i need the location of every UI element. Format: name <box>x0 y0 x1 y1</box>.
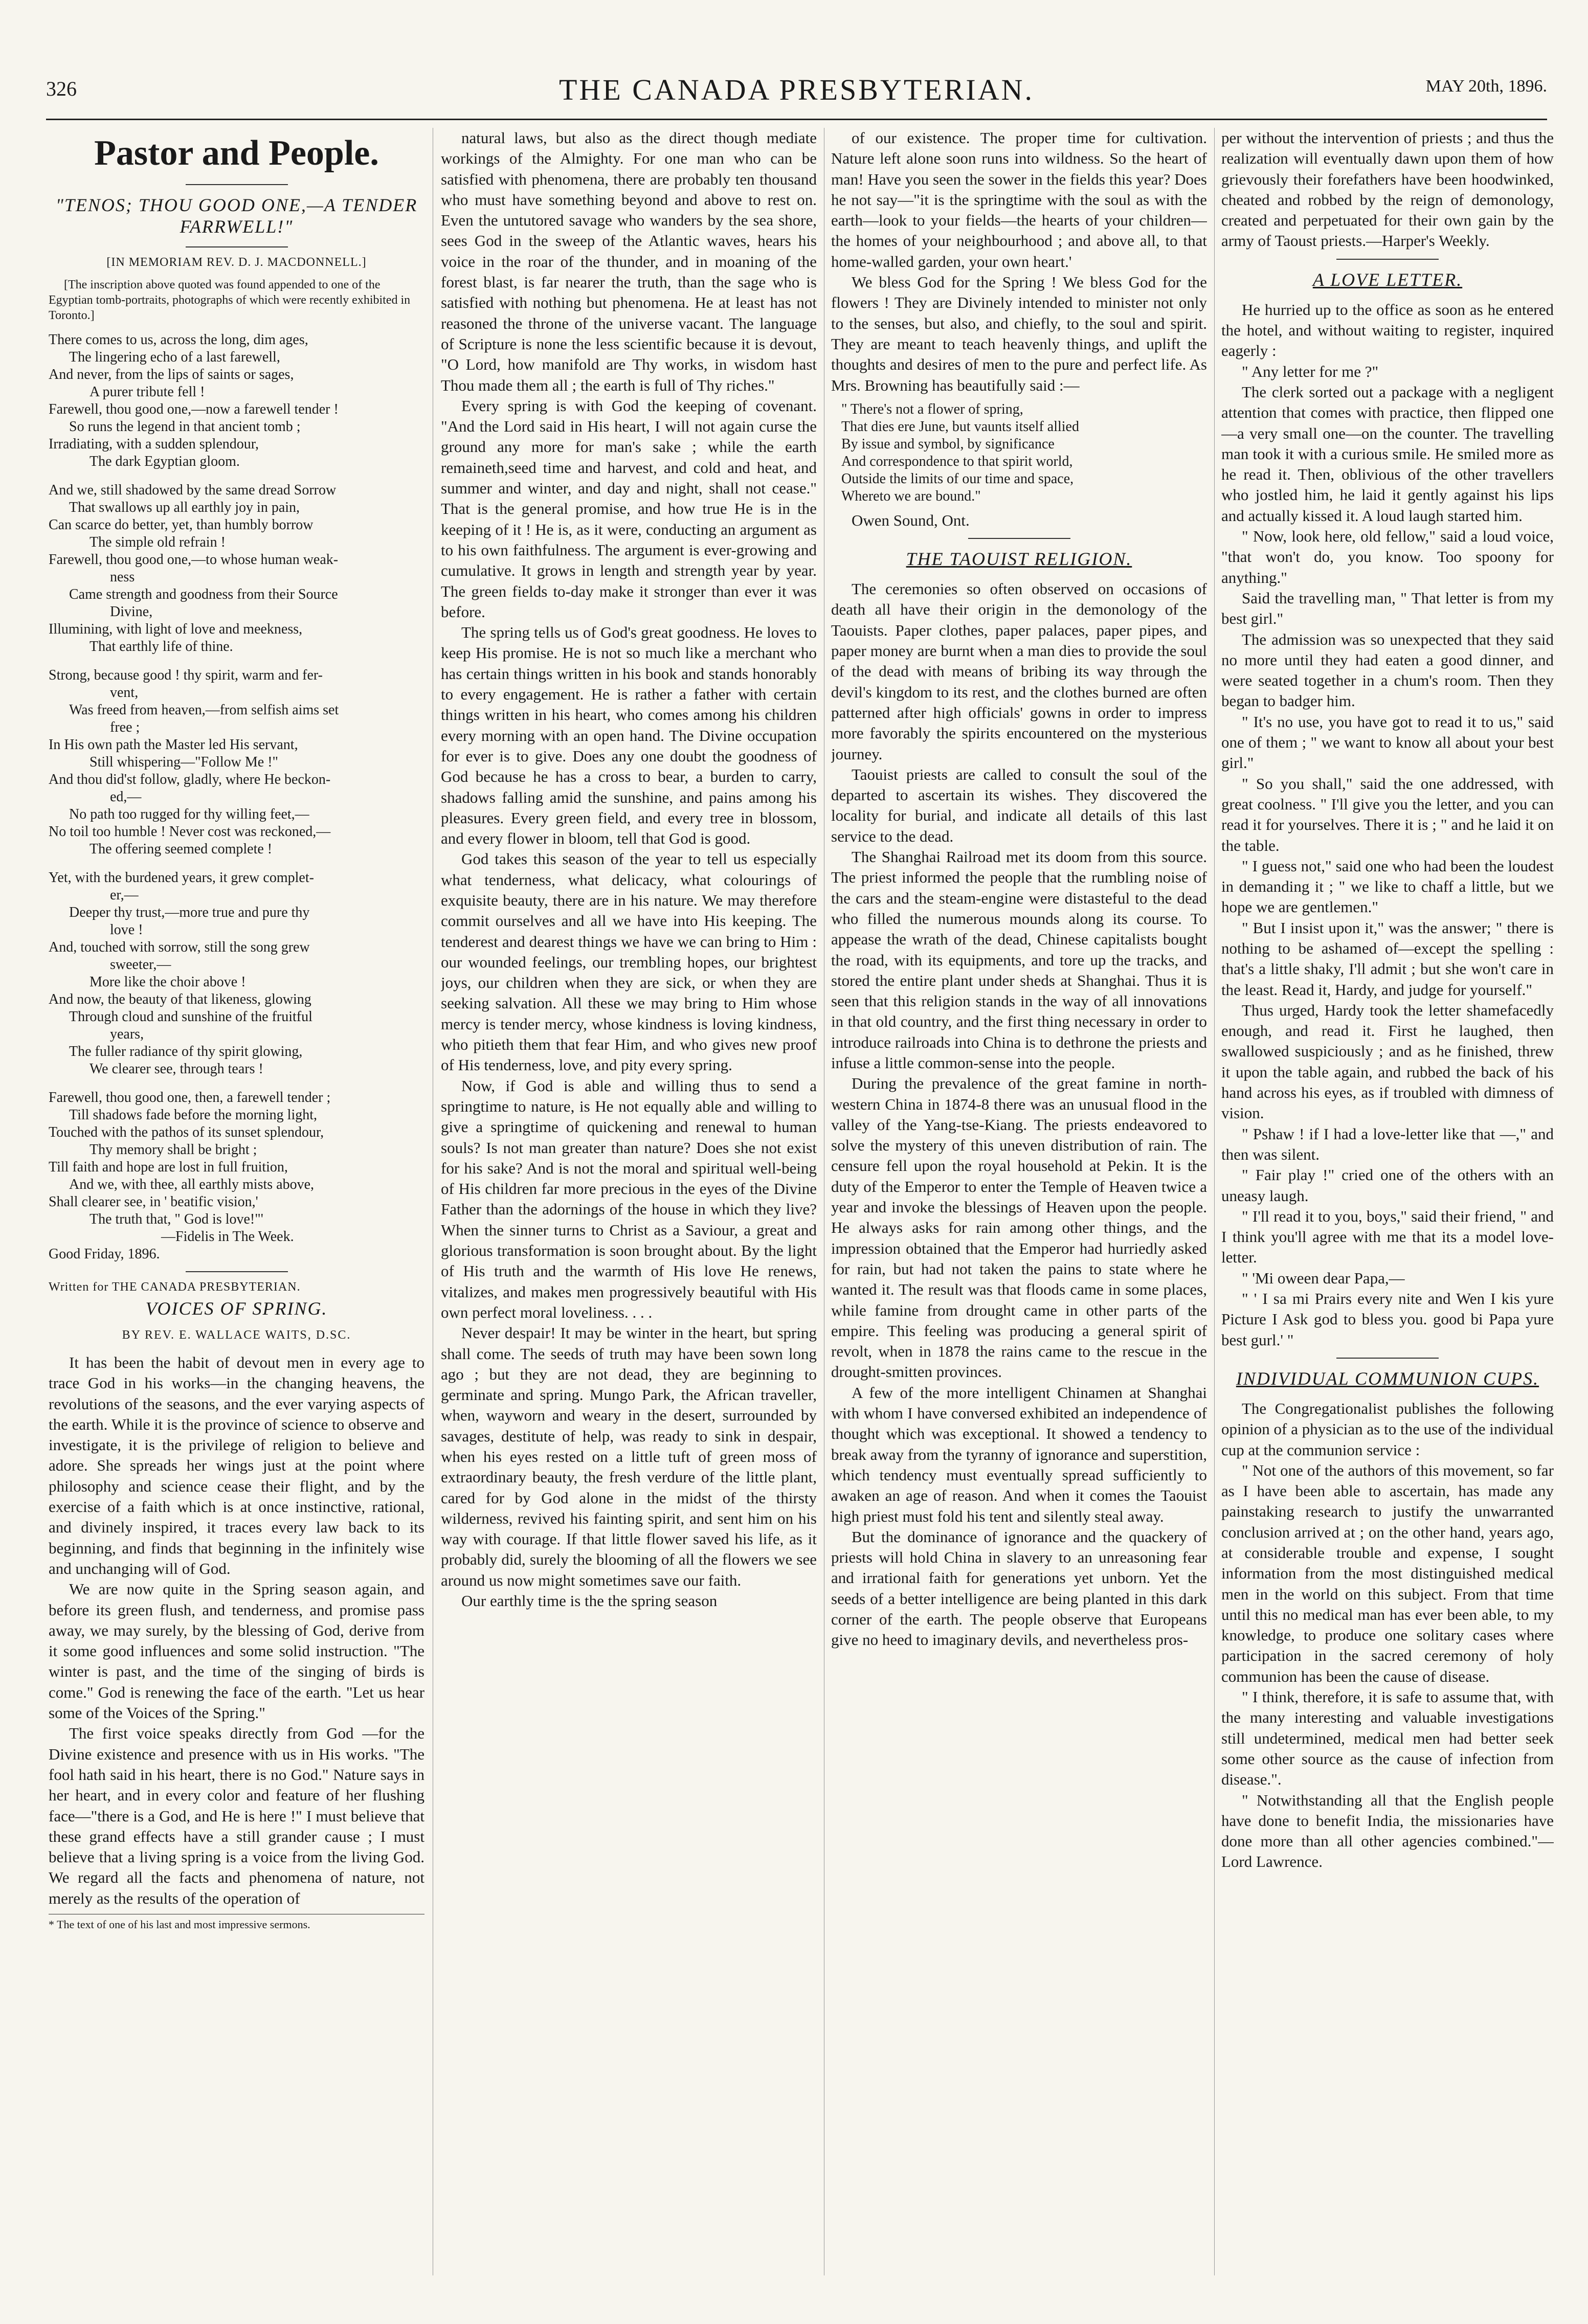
article-body <box>49 1352 424 1909</box>
poem-line: Came strength and goodness from their Source <box>69 586 338 602</box>
paragraph: " So you shall," said the one addressed, with great coolness. " I'll give you the letter, and you can read it for yourselves. There it is ; " and he laid it on the table. <box>1221 774 1554 854</box>
paragraph: " Any letter for me ?" <box>1242 362 1379 380</box>
paragraph: Thus urged, Hardy took the letter shamefacedly enough, and read it. First he laughed, then swallowed suspiciously ; and as he finished, threw it upon the table again, and rubbed the back of his hand across his eyes, as if troubled with dimness of vision. <box>1221 1001 1554 1122</box>
quote-line: Whereto we are bound." <box>841 488 981 504</box>
poem-line: Illumining, with light of love and meekness, <box>49 621 303 637</box>
poem-line: So runs the legend in that ancient tomb ; <box>69 419 301 435</box>
issue-date: MAY 20th, 1896. <box>1425 77 1547 96</box>
paragraph: Taouist priests are called to consult the soul of the departed to ascertain its wishes. They discovered the locality for burial, and indicate all details of this last service to the dead. <box>831 765 1207 845</box>
stanza-break <box>49 656 424 667</box>
divider <box>186 1271 288 1272</box>
poem-line: Farewell, thou good one,—to whose human weak- <box>49 552 339 568</box>
poem-line: That swallows up all earthly joy in pain, <box>69 500 300 515</box>
poem-line: love ! <box>110 922 143 938</box>
memoriam-note: [IN MEMORIAM REV. D. J. MACDONNELL.] <box>106 256 367 269</box>
paragraph: The Congregationalist publishes the following opinion of a physician as to the use of the individual cup at the communion service : <box>1221 1399 1554 1459</box>
poem-line: The offering seemed complete ! <box>90 841 273 857</box>
poem-title: "TENOS; THOU GOOD ONE,—A TENDER FARRWELL!" <box>55 195 418 237</box>
article-body <box>441 128 817 1611</box>
paragraph: Our earthly time is the the spring season <box>461 1592 718 1610</box>
poem-line: The truth that, " God is love!"' <box>90 1211 263 1227</box>
poem-line: No toil too humble ! Never cost was reckoned,— <box>49 824 331 840</box>
written-for-note: Written for THE CANADA PRESBYTERIAN. <box>49 1280 301 1294</box>
paragraph: " I'll read it to you, boys," said their friend, " and I think you'll agree with me that its a model love-letter. <box>1221 1207 1554 1267</box>
article-body <box>1221 1398 1554 1872</box>
article-title: A LOVE LETTER. <box>1312 269 1463 290</box>
article-title: THE TAOUIST RELIGION. <box>906 549 1132 570</box>
paragraph: " But I insist upon it," was the answer; " there is nothing to be ashamed of—except the spelling : that's a little shaky, I'll admit ; but she won't care in the least. Read it, Hardy, and judge for yourself." <box>1221 918 1554 999</box>
poem-line: Divine, <box>110 604 153 620</box>
paragraph: The Shanghai Railroad met its doom from this source. The priest informed the people that the rumbling noise of the cars and the steam-engine were distasteful to the dead who filled the numerous mounds along its course. To appease the wrath of the dead, Chinese capitalists bought the road, with its equipments, and tore up the tracks, and stored the entire plant under sheds at Shanghai. Thus it is seen that this religion stands in the way of all innovations in that old country, and the first thing necessary in order to introduce railroads into China is to dethrone the priests and infuse a little common-sense into the people. <box>831 848 1207 1072</box>
paragraph: " Now, look here, old fellow," said a loud voice, "that won't do, you know. Too spoony for anything." <box>1221 527 1554 586</box>
poem-line: ed,— <box>110 789 142 805</box>
poem-line: Yet, with the burdened years, it grew complet- <box>49 870 314 886</box>
stanza-break <box>49 470 424 482</box>
poem-line: Touched with the pathos of its sunset splendour, <box>49 1124 324 1140</box>
divider <box>1336 1358 1439 1359</box>
paragraph: " ' I sa mi Prairs every nite and Wen I kis yure Picture I Ask god to bless you. good bi Papa yure best gurl.' " <box>1221 1290 1554 1349</box>
poem-line: ness <box>110 569 135 585</box>
byline: BY REV. E. WALLACE WAITS, D.SC. <box>122 1328 351 1342</box>
article-continuation: per without the intervention of priests ; and thus the realization will eventually dawn upon them of how grievously their forefathers have been hoodwinked, cheated and robbed by the reign of demonology, created and perpetuated for their own gain by the army of Taoust priests.—Harper's Weekly. <box>1221 129 1554 250</box>
poem-line: There comes to us, across the long, dim ages, <box>49 332 308 348</box>
article-body <box>1221 300 1554 1350</box>
poem-line: Shall clearer see, in ' beatific vision,' <box>49 1194 258 1210</box>
poem-line: No path too rugged for thy willing feet,— <box>69 806 309 822</box>
poem-line: The lingering echo of a last farewell, <box>69 349 280 365</box>
paragraph: " 'Mi oween dear Papa,— <box>1242 1269 1405 1287</box>
page-number: 326 <box>46 77 77 100</box>
stanza-break <box>49 858 424 869</box>
paragraph: God takes this season of the year to tell us especially what tenderness, what delicacy, what colourings of exquisite beauty, there are in his nature. We may therefore commit ourselves and all we have into His keeping. The tenderest and dearest things we have we can bring to Him : our wounded feelings, our trembling hopes, our brightest joys, our children when they are sick, or when they are seeking salvation. All these we may bring to Him whose mercy is tender mercy, whose kindness is loving kindness, who pitieth them that fear Him, and who gives new proof of His tenderness, love, and pity every spring. <box>441 850 817 1074</box>
masthead-rule <box>46 119 1547 120</box>
poem-line: Irradiating, with a sudden splendour, <box>49 436 259 452</box>
paragraph: " Notwithstanding all that the English people have done to benefit India, the missionaries have done more than all other agencies combined."—Lord Lawrence. <box>1221 1791 1554 1871</box>
paragraph: Never despair! It may be winter in the heart, but spring shall come. The seeds of truth may have been sown long ago ; but they are not dead, they are beginning to germinate and spring. Mungo Park, the African traveller, when, wayworn and weary in the desert, surrounded by savages, destitute of help, was ready to sink in despair, when his eyes rested on a little tuft of green moss of extraordinary beauty, the fresh verdure of the little plant, cared for by God alone in the midst of the thirsty wilderness, revived his fainting spirit, and sent him on his way with courage. If that little flower saved his life, as it probably did, surely the blooming of all the flowers we see around us now might sometimes save our faith. <box>441 1324 817 1589</box>
poem-line: er,— <box>110 887 139 903</box>
poem-line: And, touched with sorrow, still the song grew <box>49 939 310 955</box>
poem-line: Till shadows fade before the morning light, <box>69 1107 318 1123</box>
article-body <box>831 128 1207 396</box>
section-heading: Pastor and People. <box>94 133 379 173</box>
article-title: VOICES OF SPRING. <box>145 1298 328 1319</box>
poem-line: The dark Egyptian gloom. <box>90 454 240 469</box>
paragraph: We are now quite in the Spring season again, and before its green flush, and tenderness, and promise pass away, we may surely, by the blessing of God, derive from it some good influences and some solid instruction. "The winter is past, and the time of the singing of birds is come." God is renewing the face of the earth. "Let us hear some of the Voices of the Spring." <box>49 1580 424 1722</box>
paragraph: The admission was so unexpected that they said no more until they had eaten a good dinner, and were seated together in a chum's room. Then they began to badger him. <box>1221 630 1554 710</box>
poem-line: Through cloud and sunshine of the fruitful <box>69 1009 312 1025</box>
paragraph: Now, if God is able and willing thus to send a springtime to nature, is He not equally able and willing to give a springtime of quickening and renewal to human souls? Is not man greater than nature? Does she not exist for his sake? And is not the moral and spiritual well-being of His children far more precious in the eyes of the Divine Father than the adornings of the house in which they live? When the sinner turns to Christ as a Saviour, a great and glorious transformation is soon brought about. By the light of His truth and the warmth of His love He renews, vitalizes, and makes men progressively beautiful with His own perfect moral loveliness. . . . <box>441 1076 817 1321</box>
paragraph: Every spring is with God the keeping of covenant. "And the Lord said in His heart, I will not again curse the ground any more for man's sake ; while the earth remaineth,seed time and harvest, and cold and heat, and summer and winter, and day and night, shall not cease." That is the general promise, and how true He is in the keeping of it ! He is, as it were, conducting an argument as to his own faithfulness. The argument is ever-growing and cumulative. It grows in length and strength year by year. The green fields to-day make it stronger than ever it was before. <box>441 396 817 621</box>
quote-line: Outside the limits of our time and space, <box>841 470 1074 487</box>
stanza-break <box>49 1078 424 1089</box>
poem-line: And we, still shadowed by the same dread Sorrow <box>49 482 337 498</box>
poem-line: Till faith and hope are lost in full fruition, <box>49 1159 288 1175</box>
paragraph: " I think, therefore, it is safe to assume that, with the many interesting and valuable investigations still undetermined, medical men had better seek some other source as the cause of infection from disease.". <box>1221 1688 1554 1789</box>
paragraph: The clerk sorted out a package with a negligent attention that comes with practice, then flipped one—a very small one—on the counter. The travelling man took it with a curious smile. He smiled more as he read it. Then, oblivious of the other travellers who jostled him, he laid it gently against his lips and actually kissed it. A loud laugh started him. <box>1221 382 1554 525</box>
poem-line: That earthly life of thine. <box>90 639 233 655</box>
column-4 <box>1221 128 1554 2291</box>
poem-line: A purer tribute fell ! <box>90 384 205 400</box>
paragraph: A few of the more intelligent Chinamen at Shanghai with whom I have conversed exhibited an independence of thought which was exceptional. It showed a tendency to break away from the tyranny of ignorance and superstition, which tendency must eventually spread sufficiently to awaken an age of reason. And when it comes the Taouist high priest must fold his tent and silently steal away. <box>831 1383 1207 1525</box>
poem-line: Was freed from heaven,—from selfish aims set <box>69 702 339 718</box>
poem-line: We clearer see, through tears ! <box>90 1061 263 1077</box>
poem-line: And we, with thee, all earthly mists above, <box>69 1177 314 1192</box>
poem <box>49 331 424 1263</box>
poem-line: Good Friday, 1896. <box>49 1246 160 1262</box>
column-1 <box>49 128 424 2291</box>
divider <box>1336 259 1439 260</box>
paragraph: We bless God for the Spring ! We bless God for the flowers ! They are Divinely intended to minister not only to the senses, but also, and chiefly, to the soul and spirit. They are meant to teach heavenly things, and uplift the thoughts and desires of men to the pure and perfect life. As Mrs. Browning has beautifully said :— <box>831 273 1207 394</box>
column-divider <box>1214 128 1215 2275</box>
newspaper-title: THE CANADA PRESBYTERIAN. <box>559 73 1034 106</box>
poem-line: Can scarce do better, yet, than humbly borrow <box>49 517 314 533</box>
poem-line: Farewell, thou good one, then, a farewell tender ; <box>49 1090 331 1105</box>
poem-line: sweeter,— <box>110 957 171 973</box>
article-title: INDIVIDUAL COMMUNION CUPS. <box>1236 1368 1539 1389</box>
paragraph: " Fair play !" cried one of the others with an uneasy laugh. <box>1221 1166 1554 1205</box>
poem-line: Deeper thy trust,—more true and pure thy <box>69 905 310 920</box>
paragraph: During the prevalence of the great famine in north-western China in 1874-8 there was an unusual flood in the valley of the Yang-tse-Kiang. The priests endeavored to solve the mystery of this uneven distribution of rain. The censure fell upon the royal household at Pekin. It is the duty of the Emperor to enter the Temple of Heaven twice a year and invoke the blessings of Heaven upon the people. He always asks for rain among other things, and the impression obtained that the Emperor had hurriedly asked for rain, but had not taken the pains to state where he wanted it. The result was that floods came in some places, while famine from drought came in other parts of the empire. This feeling was producing a general spirit of revolt, when in 1878 the rains came to the rescue in the drought-smitten provinces. <box>831 1074 1207 1381</box>
paragraph: But the dominance of ignorance and the quackery of priests will hold China in slavery to an unreasoning fear and irrational faith for generations yet unborn. Yet the seeds of a better intelligence are being planted in this dark corner of the earth. The people observe that Europeans give no heed to imaginary devils, and nevertheless pros- <box>831 1527 1207 1649</box>
paragraph: " I guess not," said one who had been the loudest in demanding it ; " we like to chaff a little, but we hope we are gentlemen." <box>1221 856 1554 916</box>
masthead <box>46 73 1547 112</box>
paragraph: Said the travelling man, " That letter is from my best girl." <box>1221 589 1554 628</box>
quote-line: " There's not a flower of spring, <box>841 401 1023 417</box>
paragraph: It has been the habit of devout men in every age to trace God in his works—in the changing heavens, the revolutions of the seasons, and the ever varying aspects of the earth. While it is the province of science to observe and investigate, it is the privilege of religion to believe and adore. She spreads her wings just at the point where philosophy and science cease their flight, and by the exercise of a faith which is at once instinctive, rational, and divinely inspired, it traces every law back to its beginning, and finds that beginning in the infinitely wise and unchanging will of God. <box>49 1353 424 1577</box>
paragraph: He hurried up to the office as soon as he entered the hotel, and without waiting to register, inquired eagerly : <box>1221 300 1554 360</box>
paragraph: " It's no use, you have got to read it to us," said one of them ; " we want to know all about your best girl." <box>1221 712 1554 772</box>
poem-line: And thou did'st follow, gladly, where He beckon- <box>49 772 331 787</box>
poem-line: In His own path the Master led His servant, <box>49 737 298 753</box>
paragraph: natural laws, but also as the direct though mediate workings of the Almighty. For one man who can be satisfied with phenomena, there are probably ten thousand who must have something beyond and above to rest on. Even the untutored savage who wanders by the sea shore, sees God in the sweep of the Atlantic waves, hears his voice in the roar of the thunder, and in moaning of the forest blast, is far nearer the truth, than the sage who is satisfied with nothing but phenomena. He at least has not reasoned the throne of the universe vacant. The language of Scripture is none the less scientific because it is devout, "O Lord, how manifold are Thy works, in wisdom hast Thou made them all ; the earth is full of Thy riches." <box>441 129 817 394</box>
divider <box>968 538 1070 539</box>
column-3 <box>831 128 1207 2291</box>
article-body <box>831 579 1207 1650</box>
quote-line: And correspondence to that spirit world, <box>841 453 1073 469</box>
paragraph: The first voice speaks directly from God —for the Divine existence and presence with us in His works. "The fool hath said in his heart, there is no God." Nature says in her heart, and in every color and feature of her flushing face—"there is a God, and He is here !" I must believe that these grand effects have a still grander cause ; I must believe that a living spring is a voice from the living God. We regard all the facts and phenomena of nature, not merely as the results of the operation of <box>49 1724 424 1907</box>
poem-line: The fuller radiance of thy spirit glowing, <box>69 1044 303 1059</box>
quote-line: That dies ere June, but vaunts itself allied <box>841 418 1079 435</box>
poem-line: And now, the beauty of that likeness, glowing <box>49 991 311 1007</box>
divider <box>186 184 288 185</box>
footnote: * The text of one of his last and most impressive sermons. <box>49 1914 424 1932</box>
poem-line: And never, from the lips of saints or sages, <box>49 367 294 382</box>
column-2 <box>441 128 817 2291</box>
paragraph: of our existence. The proper time for cultivation. Nature left alone soon runs into wildness. So the heart of man! Have you seen the sower in the fields this year? Does he not say—"it is the springtime with the soul as with the earth—look to your fields—the hearts of your children—the homes of your neighbourhood ; and above all, to that home-walled garden, your own heart.' <box>831 129 1207 270</box>
inscription-note: [The inscription above quoted was found appended to one of the Egyptian tomb-portraits, photographs of which were recently exhibited in Toronto.] <box>49 278 411 322</box>
poem-quote <box>841 401 1207 505</box>
poem-line: Thy memory shall be bright ; <box>90 1142 257 1158</box>
poem-line: The simple old refrain ! <box>90 534 226 550</box>
paragraph: The ceremonies so often observed on occasions of death all have their origin in the demonology of the Taouists. Paper clothes, paper palaces, paper pipes, and paper money are burnt when a man dies to provide the soul of the dead with means of bribing its way through the devil's kingdom to its rest, and the clothes burned are often patterned after high officials' gowns in order to impress more favorably the spirits encountered on the mysterious journey. <box>831 580 1207 763</box>
paragraph: " Not one of the authors of this movement, so far as I have been able to ascertain, has made any painstaking research to justify the unwarranted conclusion arrived at ; on the other hand, years ago, at considerable trouble and expense, I sought information from the most distinguished medical men in the world on this subject. From that time until this no medical man has ever been able, to my knowledge, to produce one solitary cases where participation in the sacred ceremony of holy communion has been the cause of disease. <box>1221 1461 1554 1685</box>
paragraph: " Pshaw ! if I had a love-letter like that —," and then was silent. <box>1221 1124 1554 1163</box>
paragraph: The spring tells us of God's great goodness. He loves to keep His promise. He is not so much like a merchant who has certain things written in his book and stands honorably to every engagement. He is rather a father with certain things written in his heart, who comes among his children every morning with an open hand. The Divine occupation for ever is to give. Does any one doubt the goodness of God because he has a cross to bear, a burden to carry, shadows falling amid the sunshine, and pains among his pleasures. Every green field, and every tree in blossom, and every flower in bloom, tell that God is good. <box>441 623 817 848</box>
place-signature: Owen Sound, Ont. <box>852 511 970 529</box>
divider <box>186 246 288 247</box>
poem-line: free ; <box>110 719 140 735</box>
poem-line: Strong, because good ! thy spirit, warm and fer- <box>49 667 323 683</box>
poem-line: Still whispering—"Follow Me !" <box>90 754 278 770</box>
poem-line: vent, <box>110 685 139 701</box>
poem-line: years, <box>110 1026 144 1042</box>
poem-line: —Fidelis in The Week. <box>161 1229 294 1245</box>
quote-line: By issue and symbol, by significance <box>841 436 1055 452</box>
poem-line: More like the choir above ! <box>90 974 246 990</box>
poem-line: Farewell, thou good one,—now a farewell tender ! <box>49 401 339 417</box>
